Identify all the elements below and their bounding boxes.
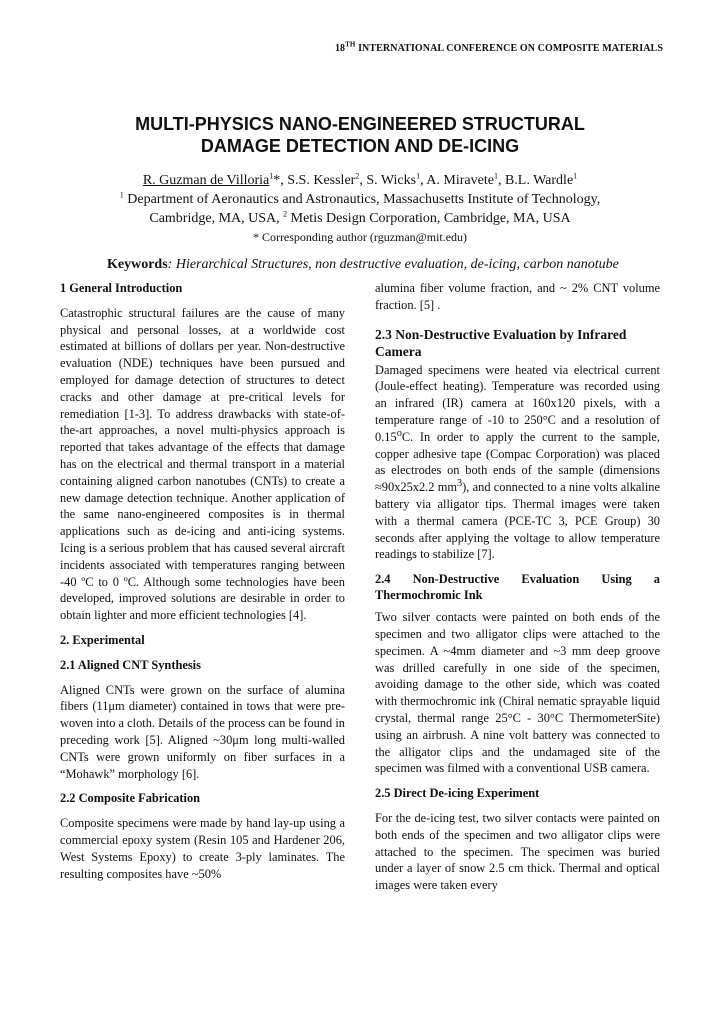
conference-header (0, 40, 663, 54)
author-4-affil: 1 (493, 171, 498, 181)
author-1: R. Guzman de Villoria (142, 173, 270, 188)
infrared-nde-text-a: Damaged specimens were heated via electrical current (Joule-effect heating). Temperature was recorded using an infrared (IR) camera at 160x120 pixels, with a temperature range of -10 to 250°C and a resolution of 0.15 (375, 362, 660, 444)
subsection-heading-infrared-nde: 2.3 Non-Destructive Evaluation by Infrared Camera (375, 326, 627, 359)
corresponding-author: * Corresponding author (rguzman@mit.edu) (252, 230, 468, 244)
subsection-heading-composite-fabrication: 2.2 Composite Fabrication (60, 791, 201, 806)
title-line-2: DAMAGE DETECTION AND DE-ICING (200, 136, 520, 156)
title-line-1: MULTI-PHYSICS NANO-ENGINEERED STRUCTURAL (135, 114, 585, 134)
affiliation-2-mark: 2 (283, 209, 288, 219)
cnt-synthesis-paragraph: Aligned CNTs were grown on the surface of alumina fibers (11μm diameter) contained in tows that were pre-woven into a cloth. Details of the process can be found in preceding work [5]. Aligned ~30μm long multi-walled CNTs were grown uniformly on fiber surfaces in a “Mohawk” morphology [6]. (60, 682, 345, 781)
author-5: , B.L. Wardle (497, 173, 574, 188)
affiliation-2-text-a: Cambridge, MA, USA, (149, 211, 284, 226)
author-list (60, 171, 660, 190)
author-block (60, 171, 660, 247)
subsection-heading-de-icing: 2.5 Direct De-icing Experiment (375, 786, 540, 801)
thermochromic-nde-paragraph: Two silver contacts were painted on both ends of the specimen and two alligator clips were attached to the specimen. A ~4mm diameter and ~3 mm deep groove was drilled carefully in one side of the specimen, avoiding damage to the other side, which was coated with thermochromic ink (Chiral nematic sprayable liquid crystal, thermal range 25°C - 30°C ThermometerSite) using an airbrush. A nine volt battery was connected to the alligator clips and the undamaged site of the specimen was filmed with a conventional USB camera. (375, 610, 660, 776)
keywords (107, 257, 667, 273)
right-column (375, 280, 660, 902)
keywords-text: : Hierarchical Structures, non destructive evaluation, de-icing, carbon nanotube (167, 257, 619, 272)
author-5-affil: 1 (573, 171, 578, 181)
keywords-label: Keywords (107, 257, 168, 272)
cubic-sup: 3 (456, 478, 463, 490)
author-2: S.S. Kessler (287, 173, 356, 188)
de-icing-paragraph: For the de-icing test, two silver contacts were painted on both ends of the specimen and two alligator clips were attached to the specimen. The specimen was buried under a layer of snow 2.5 cm thick. Thermal and optical images were taken every (375, 810, 660, 893)
author-3: , S. Wicks (359, 173, 417, 188)
infrared-nde-paragraph (375, 362, 660, 564)
infrared-nde-text-b: C. In order to apply the current to the sample, copper adhesive tape (Compac Corporation) was placed as electrodes on both ends of the sample (dimensions ≈90x25x2.2 mm (375, 429, 660, 495)
header-ordinal: 18 (334, 43, 346, 54)
section-heading-introduction: 1 General Introduction (60, 281, 183, 295)
header-conference-name: INTERNATIONAL CONFERENCE ON COMPOSITE MATERIALS (355, 43, 663, 54)
subsection-heading-thermochromic-nde: 2.4 Non-Destructive Evaluation Using a Thermochromic Ink (375, 572, 660, 603)
affiliation-2 (60, 209, 660, 228)
continued-paragraph: alumina fiber volume fraction, and ~ 2% CNT volume fraction. [5] . (375, 281, 660, 312)
degree-sup: o (396, 427, 402, 439)
subsection-heading-cnt-synthesis: 2.1 Aligned CNT Synthesis (60, 657, 201, 672)
author-1-affil: 1 (269, 171, 274, 181)
header-ordinal-suffix: TH (345, 40, 356, 49)
introduction-paragraph: Catastrophic structural failures are the cause of many physical and personal losses, at a worldwide cost estimated at billions of dollars per year. Non-destructive evaluation (NDE) techniques have been pursued and employed for damage detection of structures to detect cracks and other damage at pre-critical levels for remediation [1-3]. To address drawbacks with state-of-the-art approaches, a novel multi-physics approach is reported that takes advantage of the effects that damage has on the electrical and thermal transport in a material containing aligned carbon nanotubes (CNTs) to create a new damage detection technique. Another application of the same nano-engineered composites is in thermal applications such as de-icing and anti-icing systems. Icing is a serious problem that has caused several aircraft incidents associated with temperatures ranging between -40 ºC to 0 ºC. Although some technologies have been developed, improved solutions are desirable in order to obtain lighter and more efficient technologies [4]. (60, 305, 345, 623)
affiliation-2-text-b: Metis Design Corporation, Cambridge, MA, USA (287, 211, 571, 226)
paper-title (60, 113, 660, 157)
affiliation-1-text: Department of Aeronautics and Astronautics, Massachusetts Institute of Technology, (123, 192, 601, 207)
composite-fabrication-paragraph: Composite specimens were made by hand lay-up using a commercial epoxy system (Resin 105 and Hardener 206, West Systems Epoxy) to create 3-ply laminates. The resulting composites have ~50% (60, 816, 345, 881)
author-3-affil: 1 (416, 171, 421, 181)
left-column (60, 280, 345, 890)
affiliation-1-mark: 1 (119, 190, 124, 200)
author-2-affil: 2 (355, 171, 360, 181)
infrared-nde-text-c: ), and connected to a nine volts alkaline battery via alligator tips. Thermal images were taken with a thermal camera (PCE-TC 3, PCE Group) 30 seconds after applying the voltage to allow temperature readings to stabilize [7]. (375, 480, 660, 562)
author-1-star: *, (273, 173, 288, 188)
author-4: , A. Miravete (420, 173, 494, 188)
section-heading-experimental: 2. Experimental (60, 632, 145, 647)
affiliation-1 (60, 190, 660, 209)
